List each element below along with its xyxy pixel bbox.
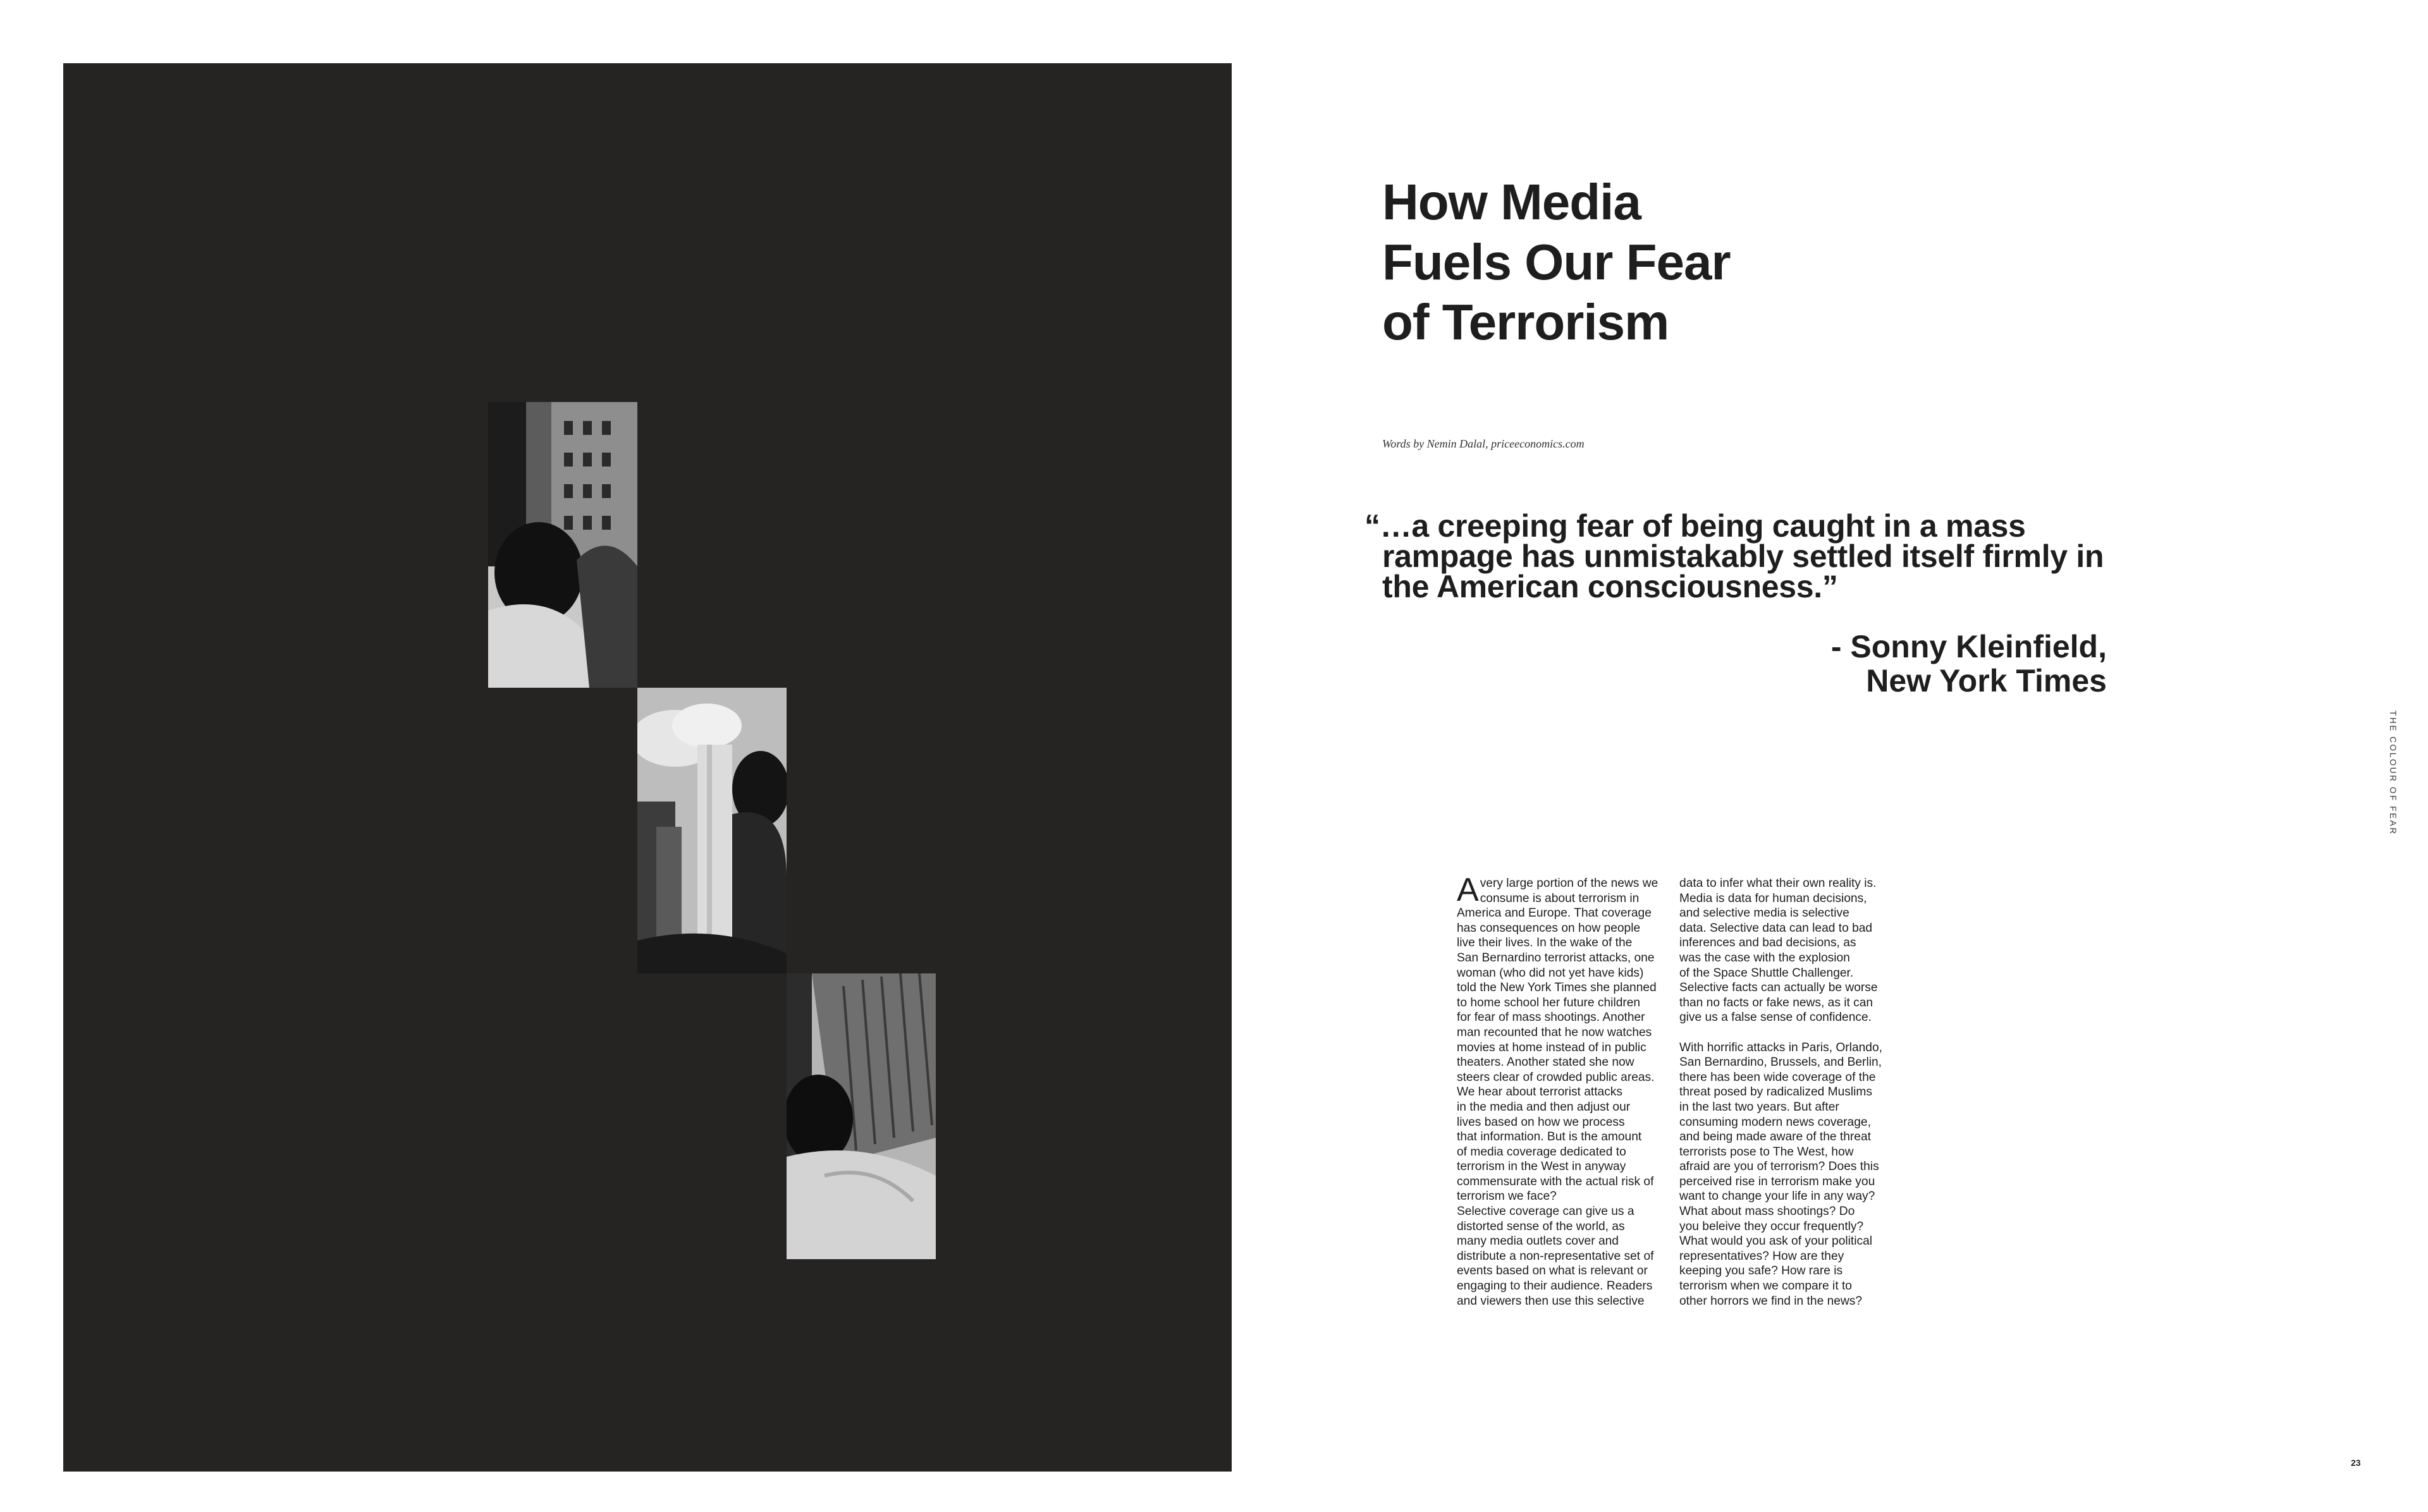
body-line: told the New York Times she planned: [1457, 981, 1657, 995]
body-line: there has been wide coverage of the: [1679, 1070, 1876, 1084]
body-column-left: [1457, 872, 1663, 1308]
body-line: steers clear of crowded public areas.: [1457, 1070, 1655, 1084]
body-line: terrorism in the West in anyway: [1457, 1160, 1626, 1174]
headline-line: of Terrorism: [1382, 294, 1669, 350]
body-line: has consequences on how people: [1457, 921, 1641, 935]
body-line: in the media and then adjust our: [1457, 1100, 1631, 1114]
body-line: consuming modern news coverage,: [1679, 1115, 1871, 1129]
body-line: movies at home instead of in public: [1457, 1040, 1646, 1054]
body-line: man recounted that he now watches: [1457, 1025, 1652, 1039]
body-line: that information. But is the amount: [1457, 1130, 1642, 1144]
drop-cap: A: [1457, 872, 1479, 908]
body-line: live their lives. In the wake of the: [1457, 936, 1633, 950]
pull-quote-line: the American consciousness.”: [1382, 569, 1838, 604]
section-running-title: [2386, 710, 2399, 837]
body-line: lives based on how we process: [1457, 1115, 1625, 1129]
body-line: to home school her future children: [1457, 996, 1641, 1009]
body-line: Selective coverage can give us a: [1457, 1205, 1634, 1219]
section-running-title-text: THE COLOUR OF FEAR: [2388, 710, 2398, 836]
body-line: perceived rise in terrorism make you: [1679, 1174, 1875, 1188]
article-headline: [1382, 172, 1951, 352]
body-line: representatives? How are they: [1679, 1249, 1844, 1263]
body-line: Media is data for human decisions,: [1679, 891, 1867, 905]
photo-smoking-tower: [637, 688, 787, 973]
body-line: of the Space Shuttle Challenger.: [1679, 966, 1854, 980]
body-line: threat posed by radicalized Muslims: [1679, 1085, 1873, 1099]
pull-quote: [1364, 508, 2123, 604]
body-line: afraid are you of terrorism? Does this: [1679, 1160, 1879, 1174]
photo-street-onlooker: [787, 973, 936, 1259]
body-line: terrorism we face?: [1457, 1190, 1557, 1204]
body-line: What would you ask of your political: [1679, 1235, 1873, 1248]
attribution-source: New York Times: [1866, 663, 2107, 698]
body-line: Selective facts can actually be worse: [1679, 981, 1878, 995]
body-line: distribute a non-representative set of: [1457, 1249, 1654, 1263]
headline-line: How Media: [1382, 174, 1641, 230]
body-line: terrorists pose to The West, how: [1679, 1145, 1854, 1159]
photo-street-crowd: [488, 402, 637, 688]
attribution-name: - Sonny Kleinfield,: [1830, 629, 2107, 664]
body-line: than no facts or fake news, as it can: [1679, 996, 1873, 1009]
headline-line: Fuels Our Fear: [1382, 234, 1731, 290]
article-body: [1457, 872, 1887, 1319]
body-line: theaters. Another stated she now: [1457, 1056, 1634, 1070]
body-line: very large portion of the news we: [1480, 877, 1659, 890]
body-line: and viewers then use this selective: [1457, 1294, 1645, 1308]
body-line: commensurate with the actual risk of: [1457, 1174, 1654, 1188]
body-line: keeping you safe? How rare is: [1679, 1264, 1843, 1278]
body-line: San Bernardino terrorist attacks, one: [1457, 951, 1655, 965]
body-line: and selective media is selective: [1679, 906, 1849, 920]
body-line: was the case with the explosion: [1679, 951, 1850, 965]
body-line: consume is about terrorism in: [1480, 891, 1640, 905]
paragraph-break: [1679, 1025, 1885, 1040]
quote-attribution: [1770, 630, 2107, 698]
body-line: America and Europe. That coverage: [1457, 906, 1652, 920]
body-column-right: [1679, 876, 1885, 1308]
body-line: of media coverage dedicated to: [1457, 1145, 1626, 1159]
body-line: woman (who did not yet have kids): [1457, 966, 1644, 980]
body-line: many media outlets cover and: [1457, 1235, 1619, 1248]
body-line: distorted sense of the world, as: [1457, 1219, 1625, 1233]
body-line: data to infer what their own reality is.: [1679, 877, 1877, 890]
body-line: What about mass shootings? Do: [1679, 1205, 1855, 1219]
body-line: terrorism when we compare it to: [1679, 1279, 1852, 1293]
body-line: San Bernardino, Brussels, and Berlin,: [1679, 1056, 1882, 1070]
body-line: give us a false sense of confidence.: [1679, 1011, 1872, 1025]
byline: Words by Nemin Dalal, priceeconomics.com: [1382, 437, 1585, 450]
body-line: engaging to their audience. Readers: [1457, 1279, 1653, 1293]
body-line: We hear about terrorist attacks: [1457, 1085, 1622, 1099]
body-line: and being made aware of the threat: [1679, 1130, 1871, 1144]
page-number: 23: [2351, 1458, 2361, 1468]
pull-quote-line: “…a creeping fear of being caught in a mass: [1364, 508, 2026, 544]
body-line: you beleive they occur frequently?: [1679, 1219, 1864, 1233]
body-line: other horrors we find in the news?: [1679, 1294, 1863, 1308]
dark-image-panel: [63, 63, 1232, 1472]
body-line: want to change your life in any way?: [1679, 1190, 1875, 1204]
pull-quote-line: rampage has unmistakably settled itself firmly in: [1382, 539, 2104, 574]
body-line: events based on what is relevant or: [1457, 1264, 1648, 1278]
body-line: for fear of mass shootings. Another: [1457, 1011, 1645, 1025]
body-line: With horrific attacks in Paris, Orlando,: [1679, 1040, 1882, 1054]
body-line: inferences and bad decisions, as: [1679, 936, 1856, 950]
body-line: data. Selective data can lead to bad: [1679, 921, 1873, 935]
body-line: in the last two years. But after: [1679, 1100, 1839, 1114]
